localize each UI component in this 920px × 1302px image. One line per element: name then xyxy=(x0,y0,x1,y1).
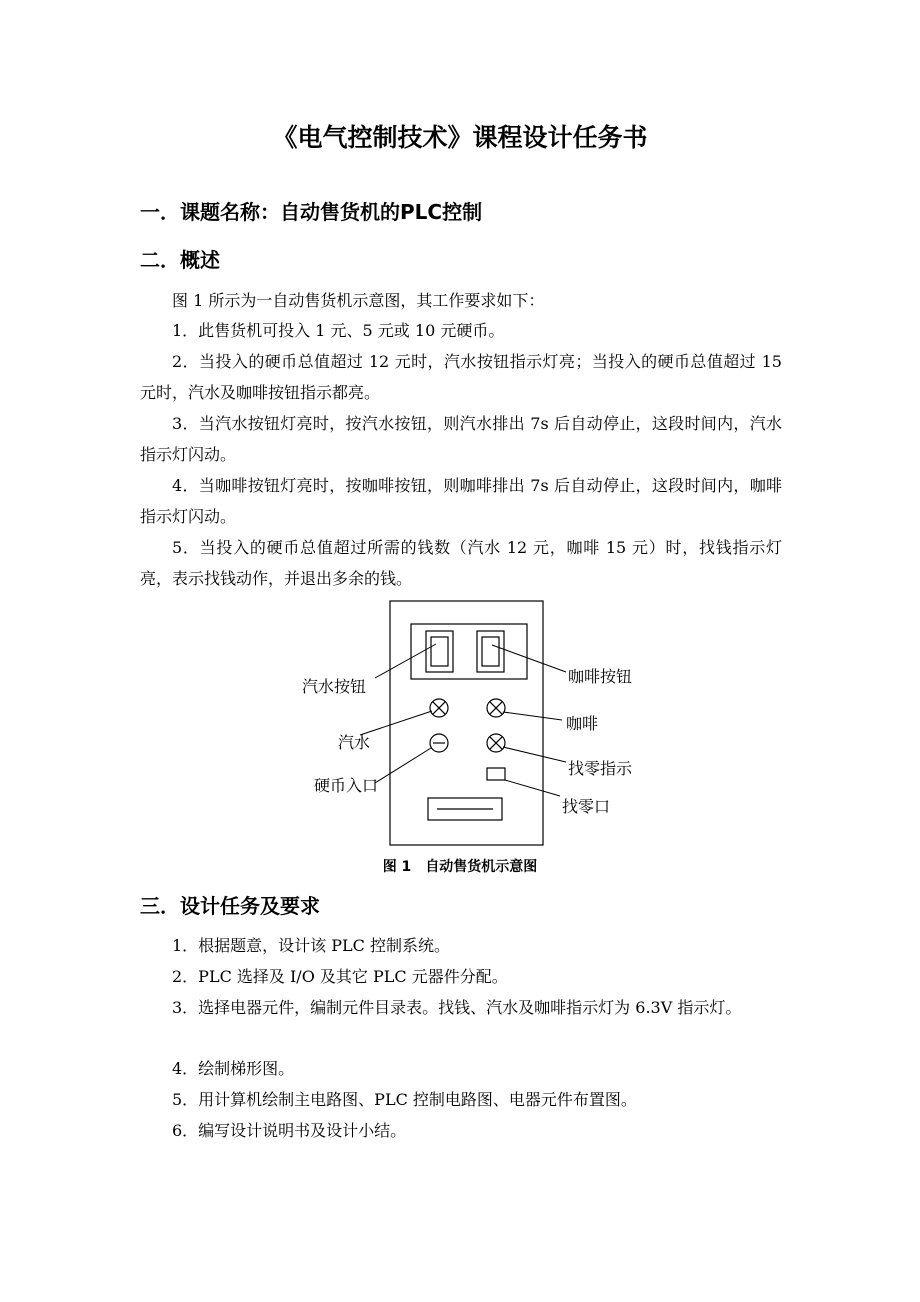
label-change-outlet: 找零口 xyxy=(562,797,611,816)
requirement-1: 1．此售货机可投入 1 元、5 元或 10 元硬币。 xyxy=(172,321,505,340)
requirement-4: 4．当咖啡按钮灯亮时，按咖啡按钮，则咖啡排出 7s 后自动停止，这段时间内，咖啡指示灯闪动。 xyxy=(140,476,782,526)
task-1: 1．根据题意，设计该 PLC 控制系统。 xyxy=(172,936,450,955)
task-5: 5．用计算机绘制主电路图、PLC 控制电路图、电器元件布置图。 xyxy=(172,1090,637,1109)
label-soda-button: 汽水按钮 xyxy=(302,677,367,696)
change-outlet xyxy=(487,768,505,780)
label-coffee: 咖啡 xyxy=(566,714,599,733)
vending-machine-diagram xyxy=(290,598,650,850)
section2-heading: 二．概述 xyxy=(140,248,220,272)
label-soda: 汽水 xyxy=(338,733,371,752)
section1-heading: 一．课题名称：自动售货机的PLC控制 xyxy=(140,200,483,224)
task-2: 2．PLC 选择及 I/O 及其它 PLC 元器件分配。 xyxy=(172,967,508,986)
requirement-3: 3．当汽水按钮灯亮时，按汽水按钮，则汽水排出 7s 后自动停止，这段时间内，汽水指示灯闪动。 xyxy=(140,414,782,464)
label-coin-slot: 硬币入口 xyxy=(314,776,379,795)
change-indicator-lamp-icon xyxy=(487,734,505,752)
task-6: 6．编写设计说明书及设计小结。 xyxy=(172,1121,407,1140)
coin-slot-icon xyxy=(430,734,448,752)
soda-lamp-icon xyxy=(430,699,448,717)
label-coffee-button: 咖啡按钮 xyxy=(568,667,633,686)
label-change-indicator: 找零指示 xyxy=(568,759,633,778)
section3-heading: 三．设计任务及要求 xyxy=(140,894,320,918)
document-title: 《电气控制技术》课程设计任务书 xyxy=(272,123,648,152)
caption-text: 自动售货机示意图 xyxy=(425,859,538,875)
coffee-lamp-icon xyxy=(487,699,505,717)
figure-caption xyxy=(0,856,920,876)
overview-paragraph: 图 1 所示为一自动售货机示意图，其工作要求如下： xyxy=(172,291,545,310)
requirement-2: 2．当投入的硬币总值超过 12 元时，汽水按钮指示灯亮；当投入的硬币总值超过 15 元时，汽水及咖啡按钮指示都亮。 xyxy=(140,352,782,402)
caption-number: 图 1 xyxy=(382,859,412,875)
task-4: 4．绘制梯形图。 xyxy=(172,1059,295,1078)
requirement-5: 5．当投入的硬币总值超过所需的钱数（汽水 12 元，咖啡 15 元）时，找钱指示灯亮，表示找钱动作，并退出多余的钱。 xyxy=(140,538,782,588)
task-3: 3．选择电器元件，编制元件目录表。找钱、汽水及咖啡指示灯为 6.3V 指示灯。 xyxy=(172,998,742,1017)
